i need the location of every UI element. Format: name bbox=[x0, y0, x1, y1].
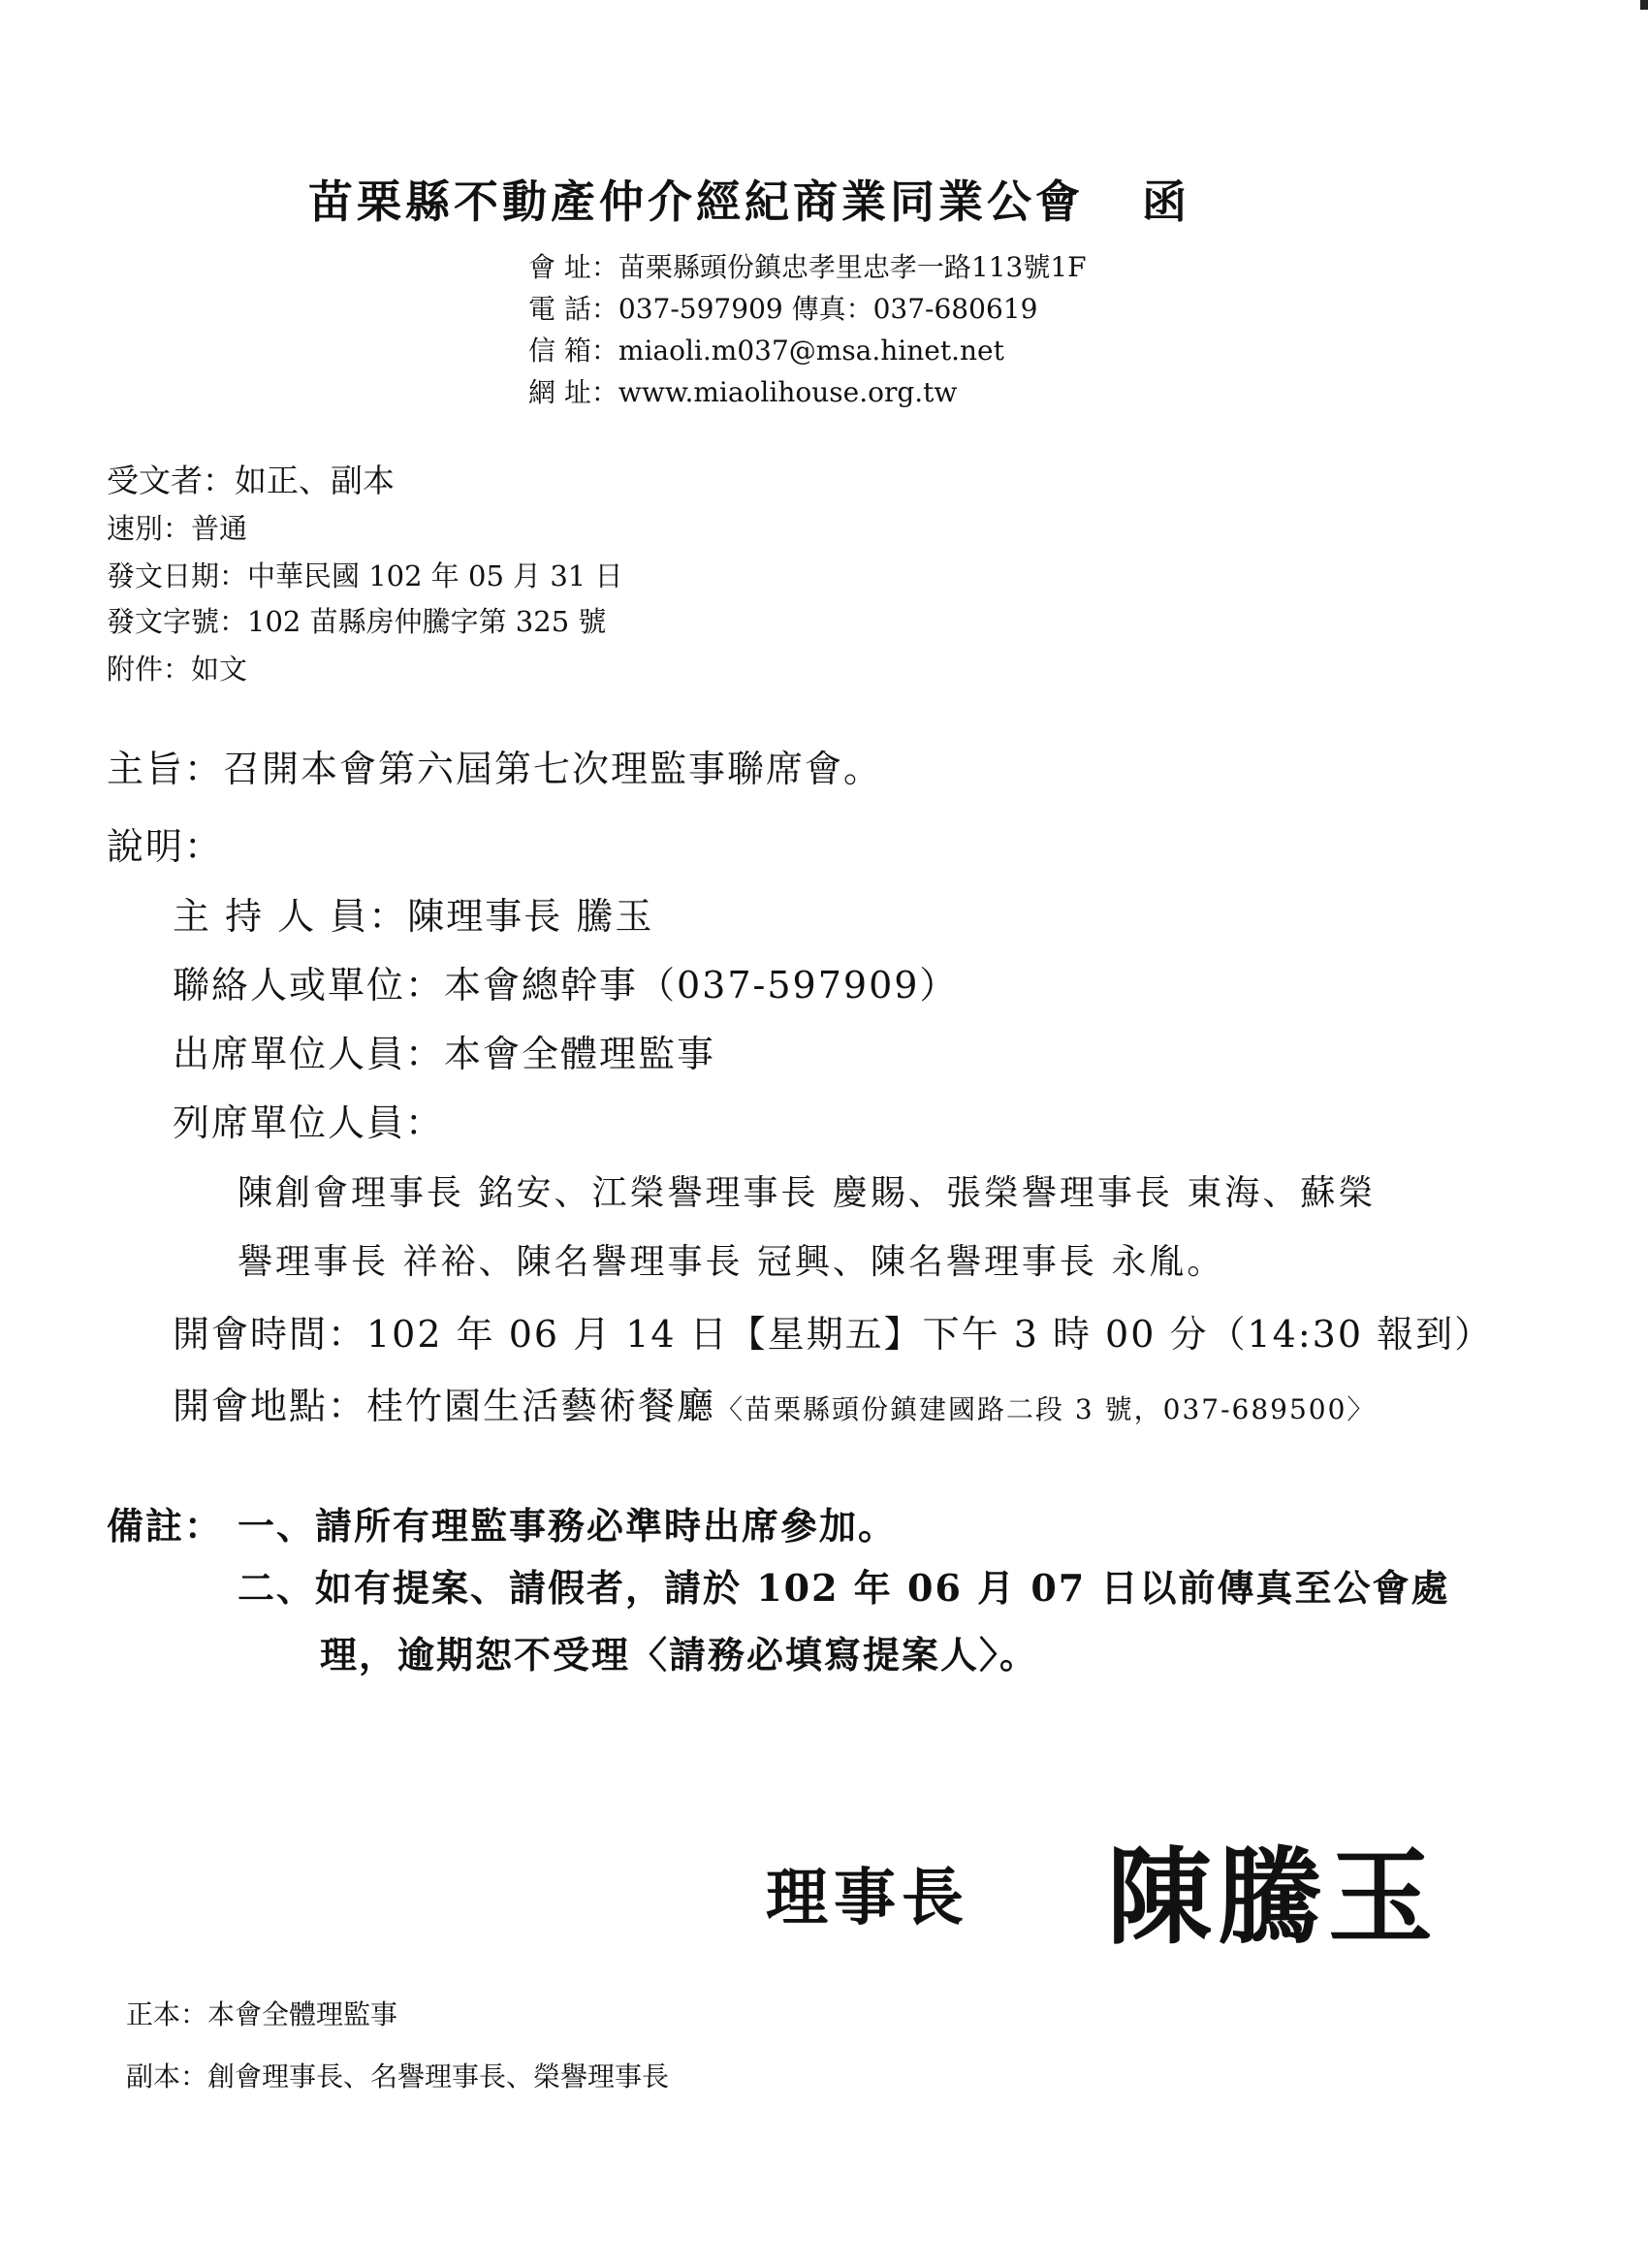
meeting-place-label: 開會地點：桂竹園生活藝術餐廳 bbox=[173, 1385, 716, 1427]
org-name: 苗栗縣不動產仲介經紀商業同業公會 bbox=[308, 176, 1084, 228]
contact-email: 信 箱：miaoli.m037@msa.hinet.net bbox=[528, 335, 1004, 367]
note-item-1: 一、請所有理監事務必準時出席參加。 bbox=[238, 1504, 898, 1548]
document-title bbox=[308, 167, 1190, 231]
meeting-place-line bbox=[173, 1376, 1376, 1429]
observers-line-1: 陳創會理事長 銘安、江榮譽理事長 慶賜、張榮譽理事長 東海、蘇榮 bbox=[238, 1173, 1377, 1213]
signature-name: 陳騰玉 bbox=[1107, 1837, 1440, 1959]
meta-number: 發文字號：102 苗縣房仲騰字第 325 號 bbox=[107, 605, 607, 638]
meta-recipient: 受文者：如正、副本 bbox=[107, 462, 395, 499]
meta-attachment: 附件：如文 bbox=[107, 653, 248, 686]
signature-title: 理事長 bbox=[766, 1862, 969, 1934]
distribution-original: 正本：本會全體理監事 bbox=[126, 1998, 398, 2030]
contact-phone: 電 話：037-597909 傳真：037-680619 bbox=[528, 293, 1038, 325]
note-item-2-line-2: 理，逾期恕不受理〈請務必填寫提案人〉。 bbox=[320, 1633, 1039, 1677]
note-item-2-line-1: 二、如有提案、請假者，請於 102 年 06 月 07 日以前傳真至公會處 bbox=[238, 1566, 1450, 1610]
contact-address: 會 址：苗栗縣頭份鎮忠孝里忠孝一路113號1F bbox=[528, 251, 1087, 283]
host-line: 主 持 人 員：陳理事長 騰玉 bbox=[173, 895, 654, 938]
attendees-line: 出席單位人員：本會全體理監事 bbox=[173, 1033, 716, 1075]
meta-speed: 速別：普通 bbox=[107, 512, 248, 545]
scan-edge-mark bbox=[1640, 0, 1648, 10]
observers-heading: 列席單位人員： bbox=[173, 1102, 445, 1144]
contact-person-line: 聯絡人或單位：本會總幹事（037-597909） bbox=[173, 964, 959, 1006]
observers-line-2: 譽理事長 祥裕、陳名譽理事長 冠興、陳名譽理事長 永胤。 bbox=[238, 1242, 1225, 1282]
doc-type: 函 bbox=[1142, 176, 1190, 228]
meeting-time-line: 開會時間：102 年 06 月 14 日【星期五】下午 3 時 00 分（14:30 報到） bbox=[173, 1313, 1494, 1356]
distribution-copy: 副本：創會理事長、名譽理事長、榮譽理事長 bbox=[126, 2060, 670, 2092]
subject-line: 主旨：召開本會第六屆第七次理監事聯席會。 bbox=[107, 748, 883, 790]
contact-website: 網 址：www.miaolihouse.org.tw bbox=[528, 376, 958, 408]
notes-label: 備註： bbox=[107, 1504, 224, 1548]
description-heading: 說明： bbox=[107, 825, 224, 868]
meeting-place-detail: 〈苗栗縣頭份鎮建國路二段 3 號，037-689500〉 bbox=[715, 1393, 1377, 1425]
meta-date: 發文日期：中華民國 102 年 05 月 31 日 bbox=[107, 559, 623, 592]
